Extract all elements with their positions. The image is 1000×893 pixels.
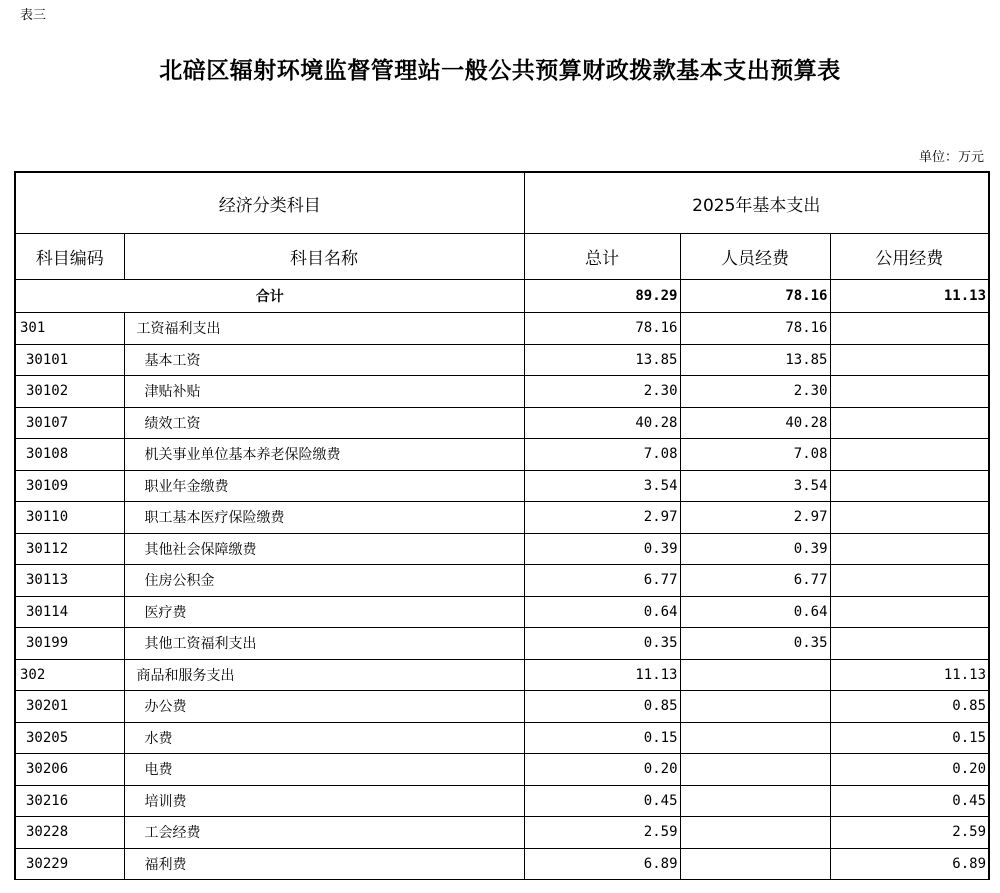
row-name: 其他社会保障缴费 [124, 533, 524, 565]
row-name: 福利费 [124, 848, 524, 880]
row-code: 30109 [15, 470, 124, 502]
row-name: 办公费 [124, 691, 524, 723]
row-personnel [680, 817, 830, 849]
table-row [15, 565, 989, 597]
table-row [15, 659, 989, 691]
table-row [15, 596, 989, 628]
row-total: 11.13 [524, 659, 680, 691]
row-public: 2.59 [830, 817, 989, 849]
row-code: 30112 [15, 533, 124, 565]
table-row [15, 785, 989, 817]
row-total: 0.64 [524, 596, 680, 628]
row-public [830, 533, 989, 565]
header-total: 总计 [524, 234, 680, 280]
row-personnel [680, 848, 830, 880]
row-total: 40.28 [524, 407, 680, 439]
header-name: 科目名称 [124, 234, 524, 280]
table-row [15, 848, 989, 880]
row-personnel: 0.39 [680, 533, 830, 565]
table-row [15, 817, 989, 849]
row-public [830, 596, 989, 628]
table-row [15, 313, 989, 345]
row-code: 30114 [15, 596, 124, 628]
row-public [830, 502, 989, 534]
row-total: 3.54 [524, 470, 680, 502]
row-total: 78.16 [524, 313, 680, 345]
row-public: 11.13 [830, 659, 989, 691]
row-personnel: 0.64 [680, 596, 830, 628]
header-row-1 [15, 172, 989, 234]
header-code: 科目编码 [15, 234, 124, 280]
summary-label: 合计 [15, 280, 524, 313]
row-total: 2.30 [524, 376, 680, 408]
header-personnel: 人员经费 [680, 234, 830, 280]
table-row [15, 439, 989, 471]
summary-personnel: 78.16 [680, 280, 830, 313]
summary-row [15, 280, 989, 313]
row-public [830, 344, 989, 376]
row-total: 6.77 [524, 565, 680, 597]
row-name: 住房公积金 [124, 565, 524, 597]
row-personnel: 2.97 [680, 502, 830, 534]
row-total: 0.35 [524, 628, 680, 660]
row-public [830, 313, 989, 345]
summary-public: 11.13 [830, 280, 989, 313]
row-total: 0.20 [524, 754, 680, 786]
row-code: 30102 [15, 376, 124, 408]
row-code: 30201 [15, 691, 124, 723]
header-public: 公用经费 [830, 234, 989, 280]
table-row [15, 628, 989, 660]
table-row [15, 754, 989, 786]
row-public [830, 376, 989, 408]
row-public: 6.89 [830, 848, 989, 880]
row-personnel: 78.16 [680, 313, 830, 345]
row-code: 30205 [15, 722, 124, 754]
row-code: 301 [15, 313, 124, 345]
table-row [15, 376, 989, 408]
row-name: 医疗费 [124, 596, 524, 628]
row-code: 30228 [15, 817, 124, 849]
row-personnel: 3.54 [680, 470, 830, 502]
row-code: 30216 [15, 785, 124, 817]
unit-label: 单位：万元 [918, 150, 984, 165]
row-public [830, 565, 989, 597]
table-row [15, 502, 989, 534]
row-personnel: 0.35 [680, 628, 830, 660]
row-code: 302 [15, 659, 124, 691]
row-public: 0.15 [830, 722, 989, 754]
row-personnel: 2.30 [680, 376, 830, 408]
row-name: 其他工资福利支出 [124, 628, 524, 660]
row-name: 培训费 [124, 785, 524, 817]
header-economic-category: 经济分类科目 [15, 172, 524, 234]
table-tag: 表三 [20, 8, 47, 23]
row-total: 2.59 [524, 817, 680, 849]
row-code: 30199 [15, 628, 124, 660]
row-name: 职业年金缴费 [124, 470, 524, 502]
row-total: 0.39 [524, 533, 680, 565]
row-public [830, 470, 989, 502]
row-name: 绩效工资 [124, 407, 524, 439]
document-title: 北碚区辐射环境监督管理站一般公共预算财政拨款基本支出预算表 [159, 57, 841, 84]
row-code: 30113 [15, 565, 124, 597]
row-personnel [680, 785, 830, 817]
row-total: 7.08 [524, 439, 680, 471]
row-code: 30110 [15, 502, 124, 534]
row-name: 津贴补贴 [124, 376, 524, 408]
row-total: 0.45 [524, 785, 680, 817]
table-row [15, 470, 989, 502]
row-name: 电费 [124, 754, 524, 786]
summary-total: 89.29 [524, 280, 680, 313]
row-public: 0.45 [830, 785, 989, 817]
row-personnel: 7.08 [680, 439, 830, 471]
row-personnel [680, 754, 830, 786]
row-name: 机关事业单位基本养老保险缴费 [124, 439, 524, 471]
table-row [15, 407, 989, 439]
table-row [15, 533, 989, 565]
row-public [830, 407, 989, 439]
row-public: 0.20 [830, 754, 989, 786]
row-name: 工资福利支出 [124, 313, 524, 345]
table-row [15, 344, 989, 376]
row-code: 30206 [15, 754, 124, 786]
row-name: 水费 [124, 722, 524, 754]
row-total: 13.85 [524, 344, 680, 376]
row-personnel: 40.28 [680, 407, 830, 439]
row-total: 2.97 [524, 502, 680, 534]
row-total: 0.85 [524, 691, 680, 723]
table-row [15, 691, 989, 723]
row-personnel: 6.77 [680, 565, 830, 597]
header-year-expense: 2025年基本支出 [524, 172, 989, 234]
budget-table [14, 171, 990, 880]
row-name: 工会经费 [124, 817, 524, 849]
row-personnel: 13.85 [680, 344, 830, 376]
row-code: 30229 [15, 848, 124, 880]
row-personnel [680, 691, 830, 723]
row-public [830, 628, 989, 660]
row-name: 职工基本医疗保险缴费 [124, 502, 524, 534]
header-row-2 [15, 234, 989, 280]
table-row [15, 722, 989, 754]
row-public: 0.85 [830, 691, 989, 723]
row-personnel [680, 659, 830, 691]
row-name: 基本工资 [124, 344, 524, 376]
row-public [830, 439, 989, 471]
row-code: 30101 [15, 344, 124, 376]
row-name: 商品和服务支出 [124, 659, 524, 691]
row-total: 6.89 [524, 848, 680, 880]
row-code: 30107 [15, 407, 124, 439]
row-code: 30108 [15, 439, 124, 471]
row-personnel [680, 722, 830, 754]
row-total: 0.15 [524, 722, 680, 754]
